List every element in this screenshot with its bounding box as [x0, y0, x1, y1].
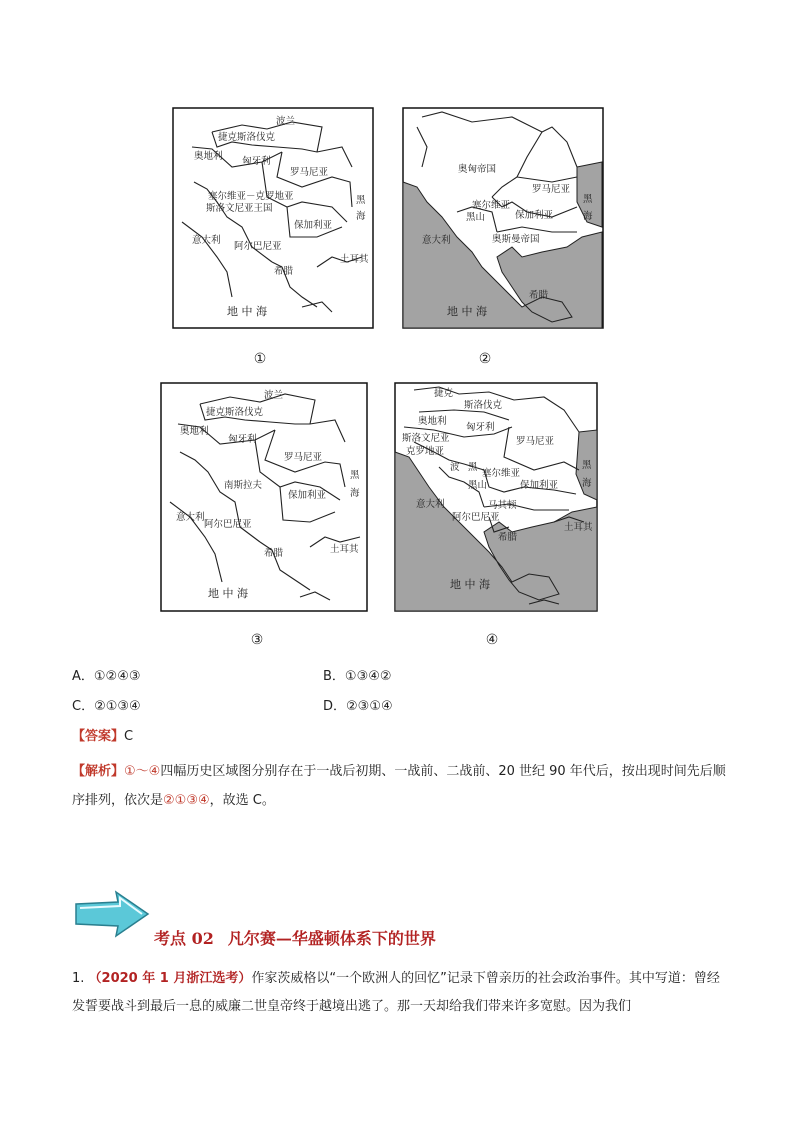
question-1 — [72, 965, 732, 1021]
map2-label-serbia: 塞尔维亚 — [472, 200, 511, 211]
section-name: 凡尔赛—华盛顿体系下的世界 — [227, 929, 436, 948]
map2-label-bulgaria: 保加利亚 — [515, 210, 554, 221]
section-number: 考点 02 — [154, 929, 214, 948]
arrow-icon — [72, 888, 152, 940]
map2-label-romania: 罗马尼亚 — [532, 184, 571, 195]
map-4-caption: ④ — [485, 632, 499, 648]
map-2 — [402, 107, 604, 329]
analysis-conclusion: ，故选 C。 — [209, 793, 275, 808]
section-header — [72, 888, 732, 948]
option-b[interactable]: B．①③④② — [323, 669, 392, 684]
map1-label-turkey: 土耳其 — [340, 254, 369, 265]
map3-label-mediterranean: 地 中 海 — [208, 587, 248, 600]
map1-label-bulgaria: 保加利亚 — [294, 220, 333, 231]
map4-label-bulgaria: 保加利亚 — [520, 480, 559, 491]
map3-label-yugoslavia: 南斯拉夫 — [224, 480, 263, 491]
map1-label-mediterranean: 地 中 海 — [227, 305, 267, 318]
analysis-order: ②①③④ — [163, 793, 210, 808]
map4-label-herzegovina: 黑 — [468, 462, 478, 473]
map3-label-italy: 意大利 — [176, 512, 205, 523]
map3-label-greece: 希腊 — [264, 548, 284, 559]
analysis-range: ①～④ — [124, 764, 161, 779]
map1-label-austria: 奥地利 — [194, 151, 223, 162]
answer-tag: 【答案】 — [72, 729, 125, 744]
map2-label-montenegro: 黑山 — [466, 212, 486, 223]
map2-label-ottoman: 奥斯曼帝国 — [492, 234, 540, 245]
section-title — [154, 926, 450, 949]
map4-label-albania: 阿尔巴尼亚 — [452, 512, 500, 523]
map3-label-sea: 海 — [350, 488, 360, 499]
analysis-tag: 【解析】 — [72, 764, 125, 779]
analysis-body: 四幅历史区域图分别存在于一战后初期、一战前、二战前、20 世纪 90 年代后，按出现时间先后顺序排列，依次是 — [72, 764, 726, 808]
map1-label-slovenia: 斯洛文尼亚王国 — [206, 203, 273, 214]
map4-label-austria: 奥地利 — [418, 416, 447, 427]
option-a[interactable]: A．①②④③ — [72, 669, 141, 684]
map-3 — [160, 382, 368, 612]
map-2-caption: ② — [478, 351, 492, 367]
question-text: 作家茨威格以“一个欧洲人的回忆”记录下曾亲历的社会政治事件。其中写道：曾经发誓要战斗到最后一息的威廉二世皇帝终于越境出逃了。那一天却给我们带来许多宽慰。因为我们 — [72, 971, 720, 1014]
map-3-caption: ③ — [250, 632, 264, 648]
map4-label-czech: 捷克 — [434, 388, 454, 399]
question-source: （2020 年 1 月浙江选考） — [88, 971, 252, 986]
map1-label-poland: 波兰 — [276, 116, 296, 127]
map3-label-poland: 波兰 — [264, 390, 284, 401]
map4-label-italy: 意大利 — [416, 499, 445, 510]
map3-label-czechoslovakia: 捷克斯洛伐克 — [206, 407, 264, 418]
map1-label-romania: 罗马尼亚 — [290, 167, 329, 178]
map4-label-mediterranean: 地 中 海 — [450, 578, 490, 591]
map-4 — [394, 382, 598, 612]
analysis — [72, 757, 732, 815]
map3-label-black: 黑 — [350, 470, 360, 481]
map4-label-montenegro: 黑山 — [468, 480, 488, 491]
map4-label-turkey: 土耳其 — [564, 522, 593, 533]
map1-label-greece: 希腊 — [274, 266, 294, 277]
map1-label-black: 黑 — [356, 195, 366, 206]
map-1-caption: ① — [253, 351, 267, 367]
map3-label-austria: 奥地利 — [180, 426, 209, 437]
map3-label-hungary: 匈牙利 — [228, 434, 257, 445]
map4-label-slovenia: 斯洛文尼亚 — [402, 433, 450, 444]
map4-label-macedonia: 马其顿 — [488, 500, 517, 511]
map3-label-albania: 阿尔巴尼亚 — [204, 519, 252, 530]
map4-label-black: 黑 — [582, 460, 592, 471]
map4-label-bosnia: 波 — [450, 462, 460, 473]
map1-label-albania: 阿尔巴尼亚 — [234, 241, 282, 252]
map2-label-italy: 意大利 — [422, 235, 451, 246]
map2-label-austria-hungary: 奥匈帝国 — [458, 164, 497, 175]
map3-label-romania: 罗马尼亚 — [284, 452, 323, 463]
map1-label-hungary: 匈牙利 — [242, 156, 271, 167]
map2-label-black: 黑 — [583, 194, 593, 205]
map4-label-greece: 希腊 — [498, 532, 518, 543]
answer-value: C — [124, 729, 134, 744]
map4-label-croatia: 克罗地亚 — [406, 446, 445, 457]
option-d[interactable]: D．②③①④ — [323, 699, 393, 714]
map4-label-serbia: 塞尔维亚 — [482, 468, 521, 479]
map1-label-serbia-croatia: 塞尔维亚－克罗地亚 — [208, 191, 294, 202]
question-number: 1. — [72, 971, 85, 986]
map3-label-bulgaria: 保加利亚 — [288, 490, 327, 501]
map1-label-italy: 意大利 — [192, 235, 221, 246]
option-c[interactable]: C．②①③④ — [72, 699, 141, 714]
map3-label-turkey: 土耳其 — [330, 544, 359, 555]
map1-label-sea: 海 — [356, 211, 366, 222]
map4-label-romania: 罗马尼亚 — [516, 436, 555, 447]
map4-label-slovakia: 斯洛伐克 — [464, 400, 503, 411]
map2-label-greece: 希腊 — [529, 290, 549, 301]
answer — [72, 725, 133, 744]
map-1 — [172, 107, 374, 329]
map1-label-czechoslovakia: 捷克斯洛伐克 — [218, 132, 276, 143]
map4-label-hungary: 匈牙利 — [466, 422, 495, 433]
map2-label-mediterranean: 地 中 海 — [447, 305, 487, 318]
map4-label-sea: 海 — [582, 478, 592, 489]
map2-label-sea: 海 — [583, 211, 593, 222]
